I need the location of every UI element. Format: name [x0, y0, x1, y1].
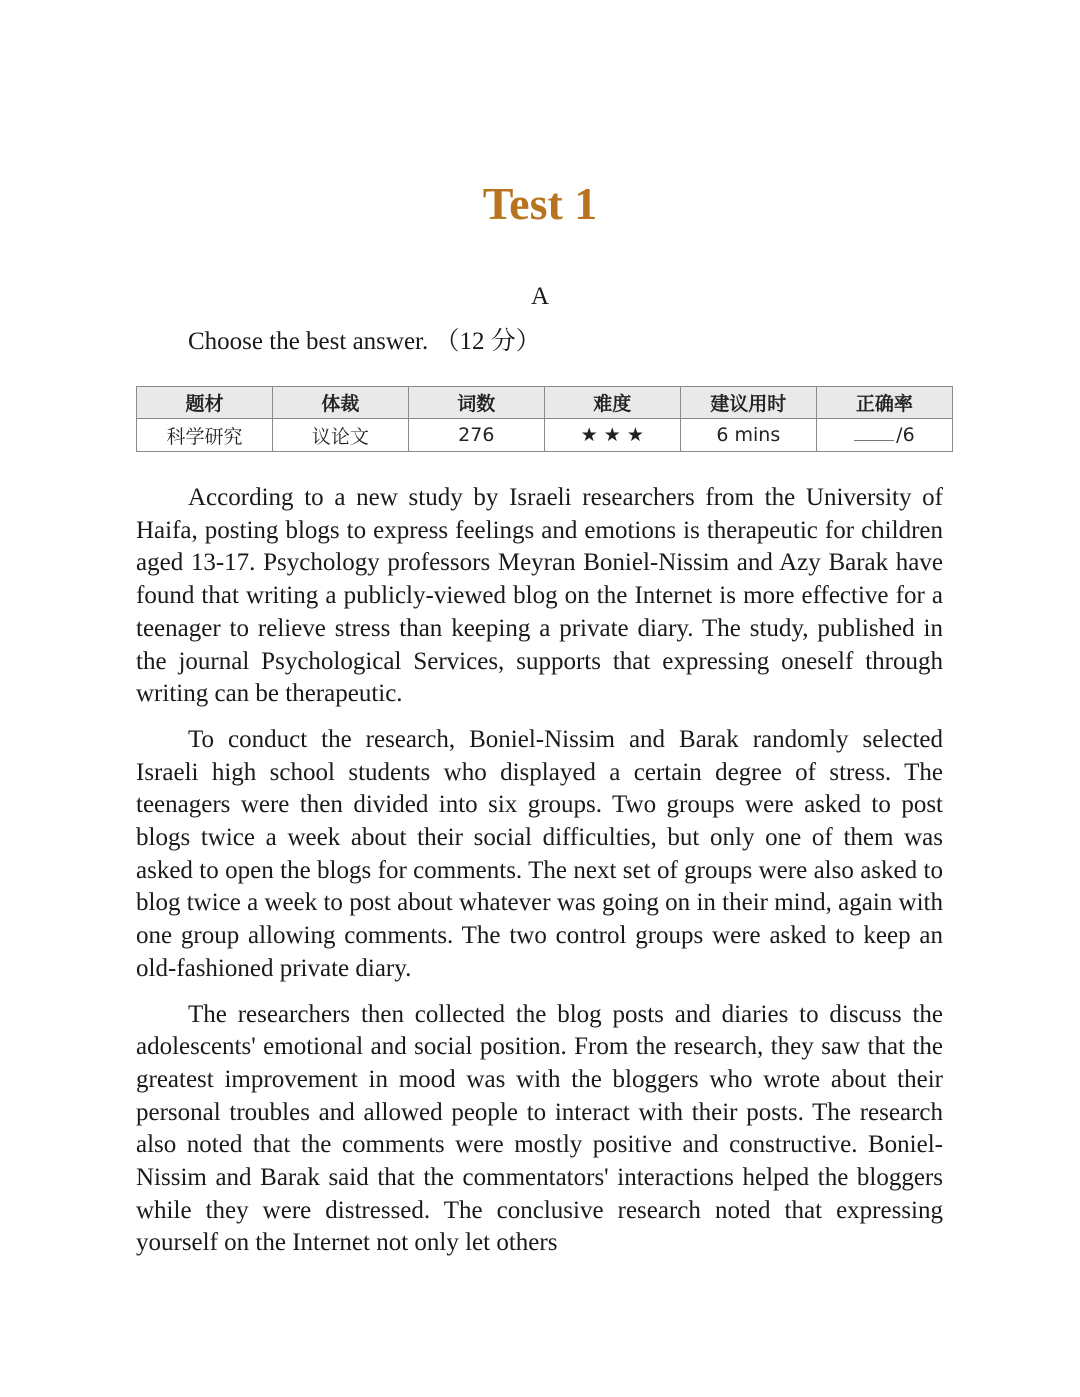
header-difficulty: 难度	[544, 387, 680, 419]
header-word-count: 词数	[408, 387, 544, 419]
passage-paragraph-2: To conduct the research, Boniel-Nissim and Barak randomly selected Israeli high school students who displayed a certain degree of stress. The teenagers were then divided into six groups. Two groups were asked to post blogs twice a week about their social difficulties, but only one of them was asked to open the blogs for comments. The next set of groups were also asked to blog twice a week to post about whatever was going on in their mind, again with one group allowing comments. The two control groups were asked to keep an old-fashioned private diary.	[136, 725, 943, 982]
score-blank-line[interactable]	[854, 426, 894, 441]
passage-paragraph-1: According to a new study by Israeli researchers from the University of Haifa, posting blogs to express feelings and emotions is therapeutic for children aged 13-17. Psychology professors Meyran Boniel-Nissim and Azy Barak have found that writing a publicly-viewed blog on the Internet is more effective for a teenager to relieve stress than keeping a private diary. The study, published in the journal Psychological Services, supports that expressing oneself through writing can be therapeutic.	[136, 484, 943, 708]
header-suggested-time: 建议用时	[680, 387, 816, 419]
info-table-header-row	[137, 387, 953, 419]
passage-paragraph-3: The researchers then collected the blog posts and diaries to discuss the adolescents' emotional and social position. From the research, they saw that the greatest improvement in mood was with the bloggers who wrote about their personal troubles and allowed people to interact with their posts. The research also noted that the comments were mostly positive and constructive. Boniel-Nissim and Barak said that the commentators' interactions helped the bloggers while they were distressed. The conclusive research noted that expressing yourself on the Internet not only let others	[136, 1000, 943, 1257]
accuracy-total: /6	[896, 424, 915, 446]
info-table-value-row	[137, 419, 953, 452]
header-topic: 题材	[137, 387, 273, 419]
value-accuracy	[816, 419, 952, 452]
value-topic: 科学研究	[137, 419, 273, 452]
page-title: Test 1	[482, 178, 598, 229]
value-difficulty: ★ ★ ★	[544, 419, 680, 452]
value-suggested-time: 6 mins	[680, 419, 816, 452]
value-genre: 议论文	[272, 419, 408, 452]
instruction-text: Choose the best answer. （12 分）	[188, 328, 541, 355]
value-word-count: 276	[408, 419, 544, 452]
reading-passage	[136, 482, 943, 1273]
header-genre: 体裁	[272, 387, 408, 419]
header-accuracy: 正确率	[816, 387, 952, 419]
section-label: A	[530, 283, 550, 310]
passage-info-table	[136, 386, 953, 452]
